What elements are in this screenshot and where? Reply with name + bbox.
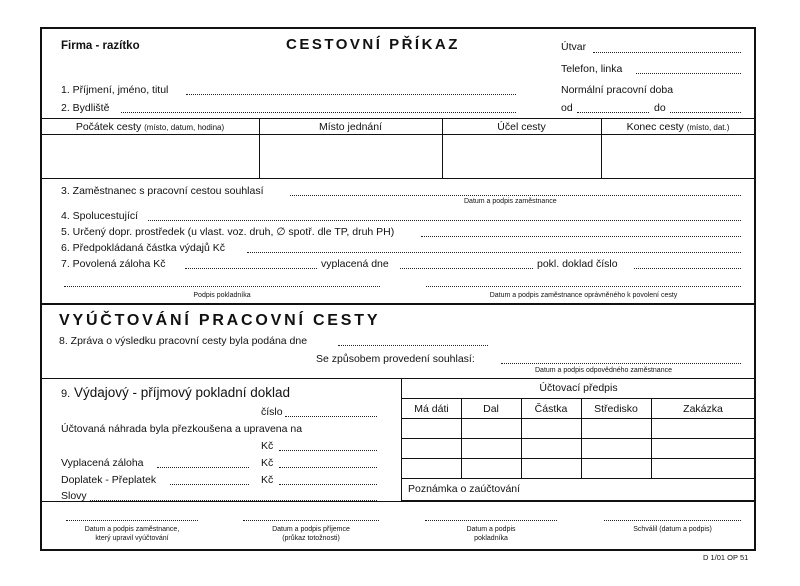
sig-opravneneho-caption: Datum a podpis zaměstnance oprávněného k povolení cesty [489,292,678,299]
sig3-caption-l2: pokladníka [474,535,508,542]
item-4-label: 4. Spolucestující [61,210,139,222]
cell-konec[interactable] [602,135,754,177]
item-6-field[interactable] [247,252,741,253]
bydliste-label: 2. Bydliště [61,102,110,114]
utvar-field[interactable] [593,52,741,53]
do-field[interactable] [670,112,741,113]
telefon-field[interactable] [636,73,741,74]
utvar-label: Útvar [561,41,587,53]
predpis-col-castka: Částka [534,403,568,415]
nahrada-kc-field[interactable] [279,450,377,451]
firma-label: Firma - razítko [61,40,140,52]
item-7-doklad-field[interactable] [634,268,741,269]
slovy-label: Slovy [61,490,87,502]
col-konec-header: Konec cesty (místo, dat.) [626,121,730,133]
nahrada-kc-label: Kč [261,440,274,452]
poznamka-field[interactable] [535,480,753,498]
doklad-top-line [41,378,755,379]
predpis-col-stredisko: Středisko [594,403,638,415]
predpis-line-1 [402,398,755,399]
vyuctovani-title: VYÚČTOVÁNÍ PRACOVNÍ CESTY [59,312,381,329]
predpis-rows[interactable] [402,419,755,477]
col-misto-header: Místo jednání [318,121,383,133]
cislo-label: číslo [261,406,283,418]
table-top-line [41,118,755,119]
cell-ucel[interactable] [443,135,600,177]
col-pocatek-header: Počátek cesty (místo, datum, hodina) [75,121,225,133]
doplatek-kc-label: Kč [261,474,274,486]
sig3-field[interactable] [425,520,557,521]
item-8-label: 8. Zpráva o výsledku pracovní cesty byla podána dne [59,335,308,347]
sig1-caption-l1: Datum a podpis zaměstnance, [84,526,180,533]
predpis-line-5 [402,478,755,479]
sig1-field[interactable] [66,520,198,521]
zaloha-kc-field[interactable] [279,467,377,468]
predpis-col-ma-dati: Má dáti [414,403,449,415]
souhlas-label: Se způsobem provedení souhlasí: [316,353,475,365]
form-title: CESTOVNÍ PŘÍKAZ [286,36,460,53]
cislo-field[interactable] [285,416,377,417]
item-7-vyplacena-label: vyplacená dne [321,258,389,270]
footer-top-line [41,501,755,502]
doplatek-field[interactable] [170,484,249,485]
item-7-label: 7. Povolená záloha Kč [61,258,166,270]
item-4-field[interactable] [148,220,741,221]
poznamka-label: Poznámka o zaúčtování [408,483,521,495]
col-ucel-header: Účel cesty [497,121,546,133]
vyuctovani-top-line [41,303,755,305]
item-7-datum-field[interactable] [400,268,533,269]
souhlas-caption: Datum a podpis odpovědného zaměstnance [535,367,672,374]
zaloha-field[interactable] [157,467,249,468]
zaloha-label: Vyplacená záloha [61,457,144,469]
nahrada-label: Účtovaná náhrada byla přezkoušena a upravena na [61,423,303,435]
doklad-title: 9. Výdajový - příjmový pokladní doklad [61,385,291,400]
od-label: od [561,102,573,114]
souhlas-field[interactable] [501,363,741,364]
form-code: D 1/01 OP 51 [703,553,749,562]
item-8-field[interactable] [338,345,488,346]
prijmeni-label: 1. Příjmení, jméno, titul [61,84,169,96]
sig2-caption-l2: (průkaz totožnosti) [282,535,340,542]
od-field[interactable] [577,112,649,113]
sig4-field[interactable] [604,520,741,521]
sig1-caption-l2: který upravil vyúčtování [95,535,169,542]
predpis-col-dal: Dal [483,403,499,415]
sig2-field[interactable] [243,520,379,521]
sig-pokladnika-field[interactable] [64,286,380,287]
doplatek-label: Doplatek - Přeplatek [61,474,157,486]
sig-pokladnika-caption: Podpis pokladníka [193,292,251,299]
sig3-caption-l1: Datum a podpis [466,526,516,533]
item-3-field[interactable] [290,195,741,196]
item-3-label: 3. Zaměstnanec s pracovní cestou souhlasí [61,185,264,197]
item-5-field[interactable] [421,236,741,237]
prijmeni-field[interactable] [186,94,516,95]
item-5-label: 5. Určený dopr. prostředek (u vlast. voz. druh, ∅ spotř. dle TP, druh PH) [61,226,395,238]
normalni-doba-label: Normální pracovní doba [561,84,674,96]
telefon-label: Telefon, linka [561,63,623,75]
item-6-label: 6. Předpokládaná částka výdajů Kč [61,242,226,254]
cell-pocatek[interactable] [42,135,258,177]
bydliste-field[interactable] [121,112,516,113]
item-7-doklad-label: pokl. doklad číslo [537,258,618,270]
table-bottom-line [41,178,755,179]
zaloha-kc-label: Kč [261,457,274,469]
do-label: do [654,102,666,114]
doplatek-kc-field[interactable] [279,484,377,485]
predpis-col-zakazka: Zakázka [683,403,723,415]
sig2-caption-l1: Datum a podpis příjemce [272,526,350,533]
cell-misto[interactable] [260,135,441,177]
item-7-zaloha-field[interactable] [185,268,317,269]
sig-opravneneho-field[interactable] [426,286,741,287]
item-3-caption: Datum a podpis zaměstnance [464,198,557,205]
sig4-caption: Schválil (datum a podpis) [633,526,712,533]
predpis-title: Účtovací předpis [539,382,618,394]
